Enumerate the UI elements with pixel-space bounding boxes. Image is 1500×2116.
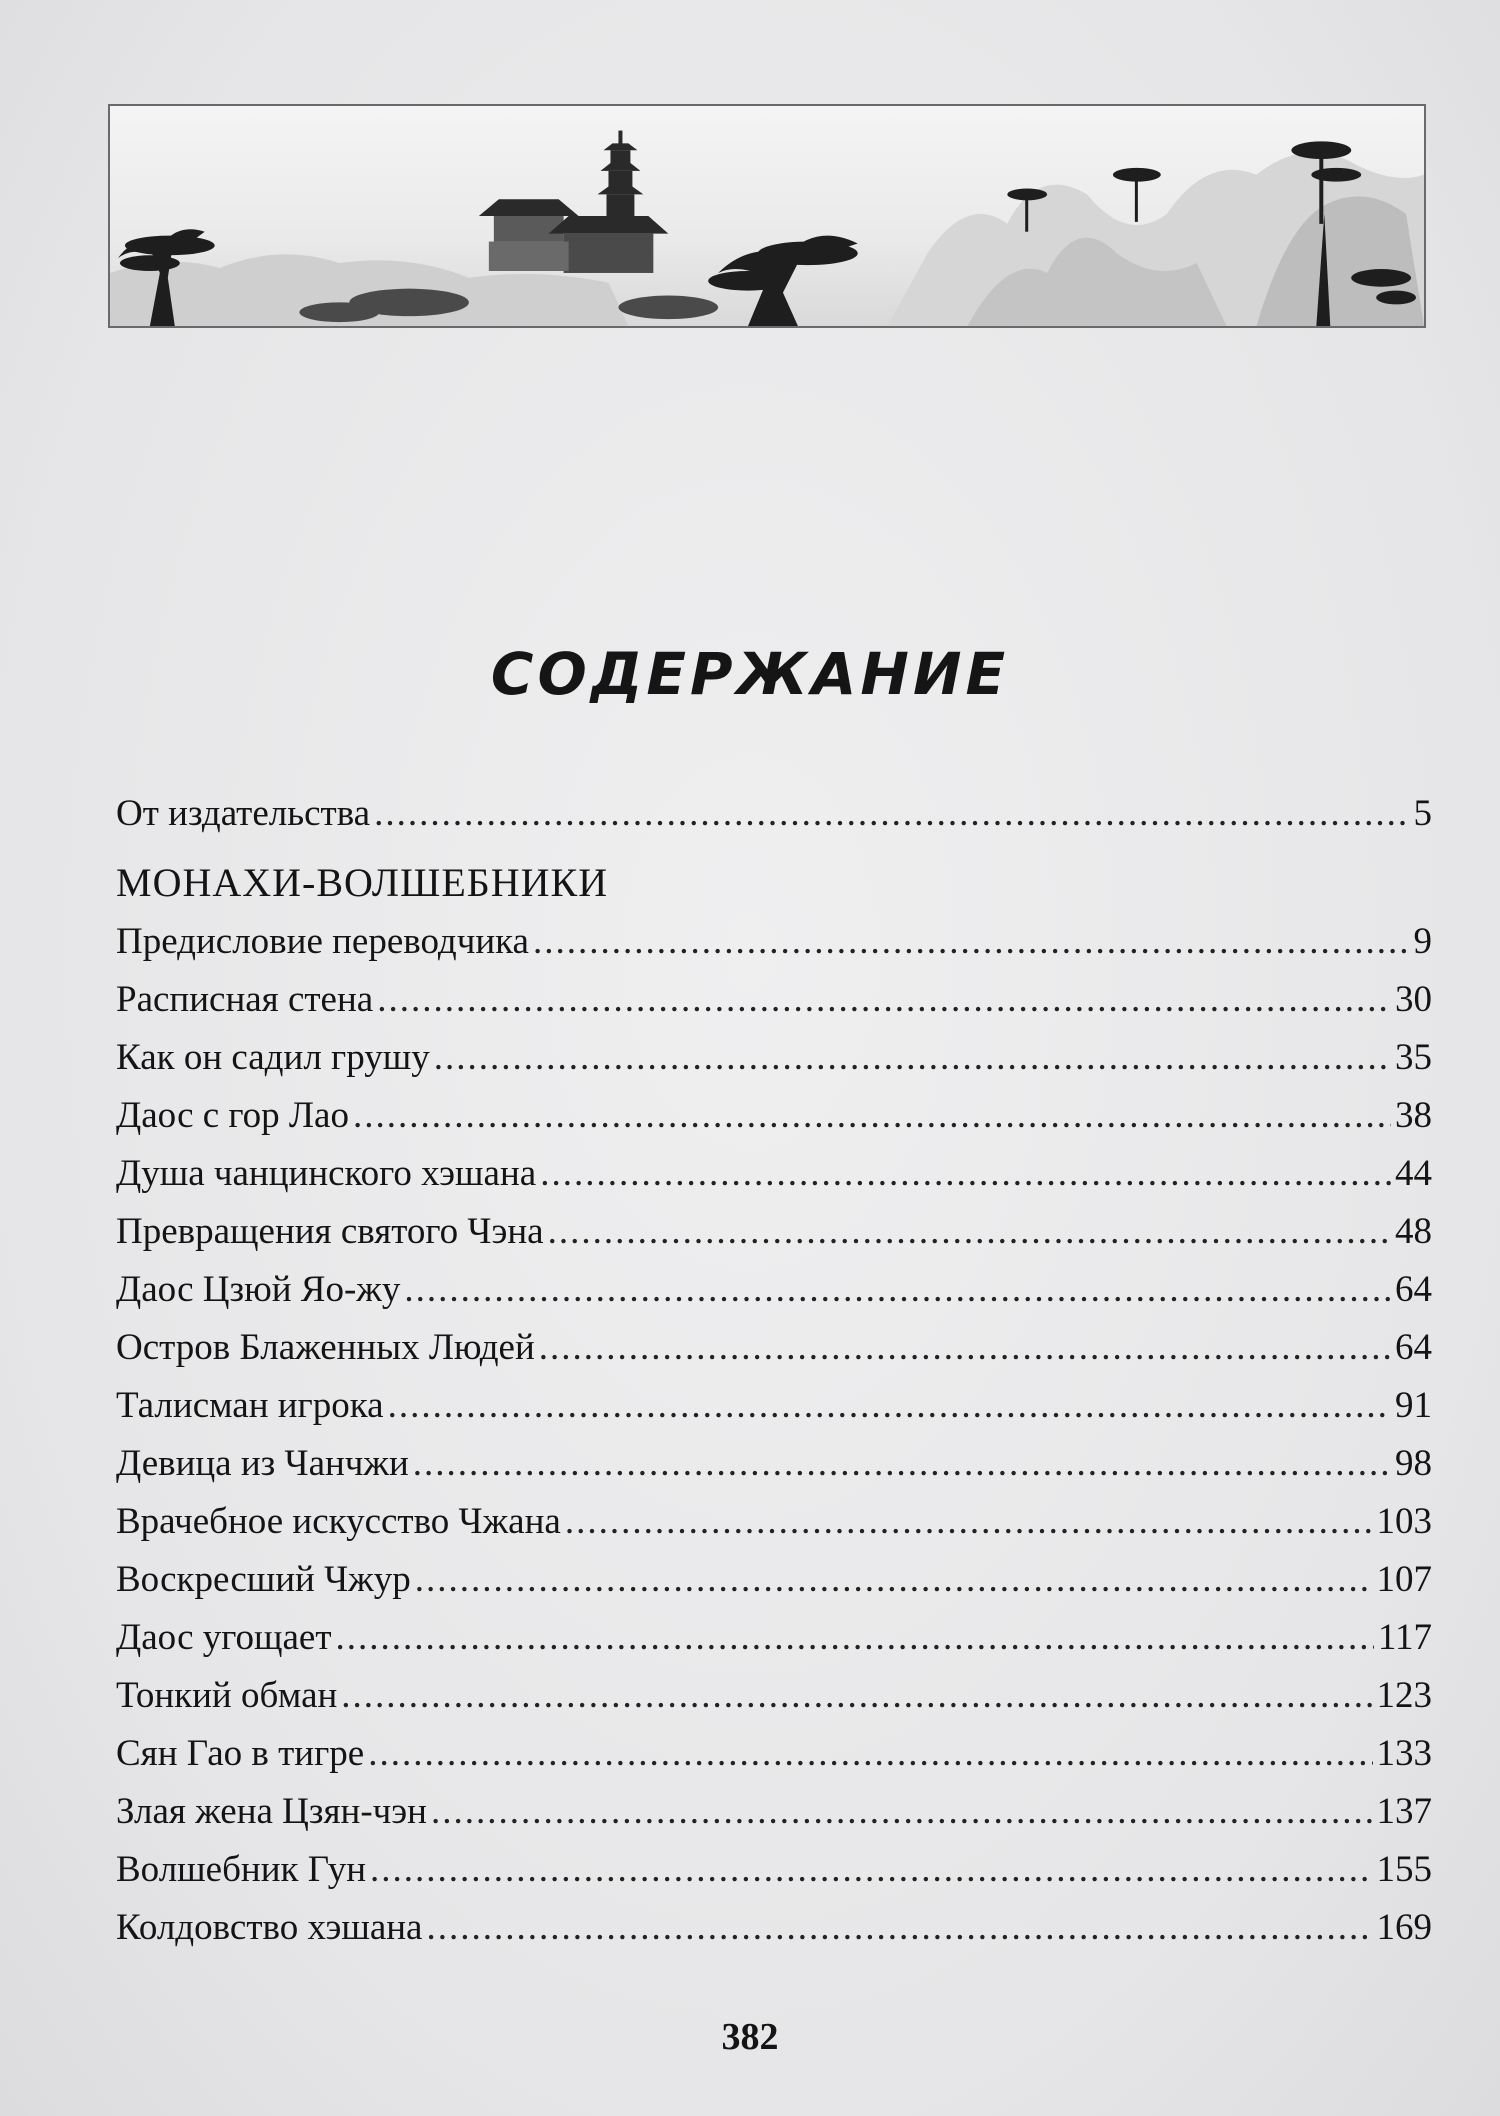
toc-entry-page: 44 [1395,1153,1432,1194]
toc-entry-page: 169 [1376,1907,1432,1948]
page-title: СОДЕРЖАНИЕ [490,640,1010,708]
toc-entry-title: От издательства [116,793,371,834]
dot-leader [370,1841,1372,1899]
toc-entry-title: Сян Гао в тигре [116,1733,365,1774]
toc-entry-page: 38 [1395,1095,1432,1136]
toc-entry-title: Предисловие переводчика [116,921,529,962]
toc-entry-page: 35 [1395,1037,1432,1078]
dot-leader [431,1783,1373,1841]
toc-entry-title: Волшебник Гун [116,1849,367,1890]
toc-entry [116,971,1432,1029]
toc-entry-title: Даос с гор Лао [116,1095,349,1136]
mountain-pagoda-icon [110,106,1424,326]
toc-entry-title: Врачебное искусство Чжана [116,1501,561,1542]
toc-entry-page: 137 [1376,1791,1432,1832]
toc-entry-page: 91 [1395,1385,1432,1426]
toc-entry [116,1261,1432,1319]
toc-entry [116,1609,1432,1667]
toc-entry-page: 155 [1376,1849,1432,1890]
toc-entry [116,1377,1432,1435]
toc-entry [116,785,1432,843]
toc-entry-page: 103 [1376,1501,1432,1542]
dot-leader [539,1319,1391,1377]
toc-entry-page: 5 [1413,793,1432,834]
toc-entry-page: 117 [1377,1617,1432,1658]
toc-entry-page: 48 [1395,1211,1432,1252]
toc-entry [116,1319,1432,1377]
dot-leader [565,1493,1373,1551]
toc-entry-page: 64 [1395,1327,1432,1368]
toc-entry-title: Воскресший Чжур [116,1559,411,1600]
toc-entry-title: Остров Блаженных Людей [116,1327,535,1368]
dot-leader [388,1377,1391,1435]
toc-entry-title: Колдовство хэшана [116,1907,423,1948]
toc-entry [116,1087,1432,1145]
toc-entry [116,1029,1432,1087]
toc-entry [116,1841,1432,1899]
toc-entry-title: Даос угощает [116,1617,332,1658]
toc-section-heading: МОНАХИ-ВОЛШЕБНИКИ [116,860,609,905]
toc-entry-page: 9 [1413,921,1432,962]
dot-leader [353,1087,1391,1145]
dot-leader [341,1667,1372,1725]
dot-leader [404,1261,1391,1319]
toc-entry [116,1145,1432,1203]
toc-entry-title: Даос Цзюй Яо-жу [116,1269,401,1310]
toc-entry [116,1667,1432,1725]
toc-entry [116,1899,1432,1957]
toc-entry-page: 123 [1376,1675,1432,1716]
toc-entry-title: Как он садил грушу [116,1037,430,1078]
toc-entry-title: Тонкий обман [116,1675,338,1716]
dot-leader [548,1203,1391,1261]
toc-entry-page: 30 [1395,979,1432,1020]
dot-leader [374,785,1409,843]
toc-entry-page: 133 [1376,1733,1432,1774]
toc-entry-page: 98 [1395,1443,1432,1484]
toc-entry [116,1435,1432,1493]
toc-entry-title: Злая жена Цзян-чэн [116,1791,427,1832]
landscape-illustration [108,104,1426,328]
toc-entry-title: Превращения святого Чэна [116,1211,544,1252]
dot-leader [336,1609,1374,1667]
dot-leader [540,1145,1391,1203]
table-of-contents [116,785,1432,1957]
dot-leader [533,913,1410,971]
toc-entry [116,1493,1432,1551]
toc-entry-title: Душа чанцинского хэшана [116,1153,537,1194]
toc-entry-page: 64 [1395,1269,1432,1310]
toc-entry [116,1783,1432,1841]
toc-entry-page: 107 [1376,1559,1432,1600]
page-number: 382 [721,2016,779,2058]
toc-entry-title: Расписная стена [116,979,374,1020]
toc-entry-title: Девица из Чанчжи [116,1443,409,1484]
toc-entry [116,1551,1432,1609]
toc-entry [116,1203,1432,1261]
dot-leader [368,1725,1372,1783]
dot-leader [413,1435,1391,1493]
toc-entry [116,1725,1432,1783]
dot-leader [415,1551,1373,1609]
toc-entry [116,913,1432,971]
dot-leader [377,971,1391,1029]
dot-leader [426,1899,1372,1957]
toc-entry-title: Талисман игрока [116,1385,384,1426]
dot-leader [434,1029,1391,1087]
